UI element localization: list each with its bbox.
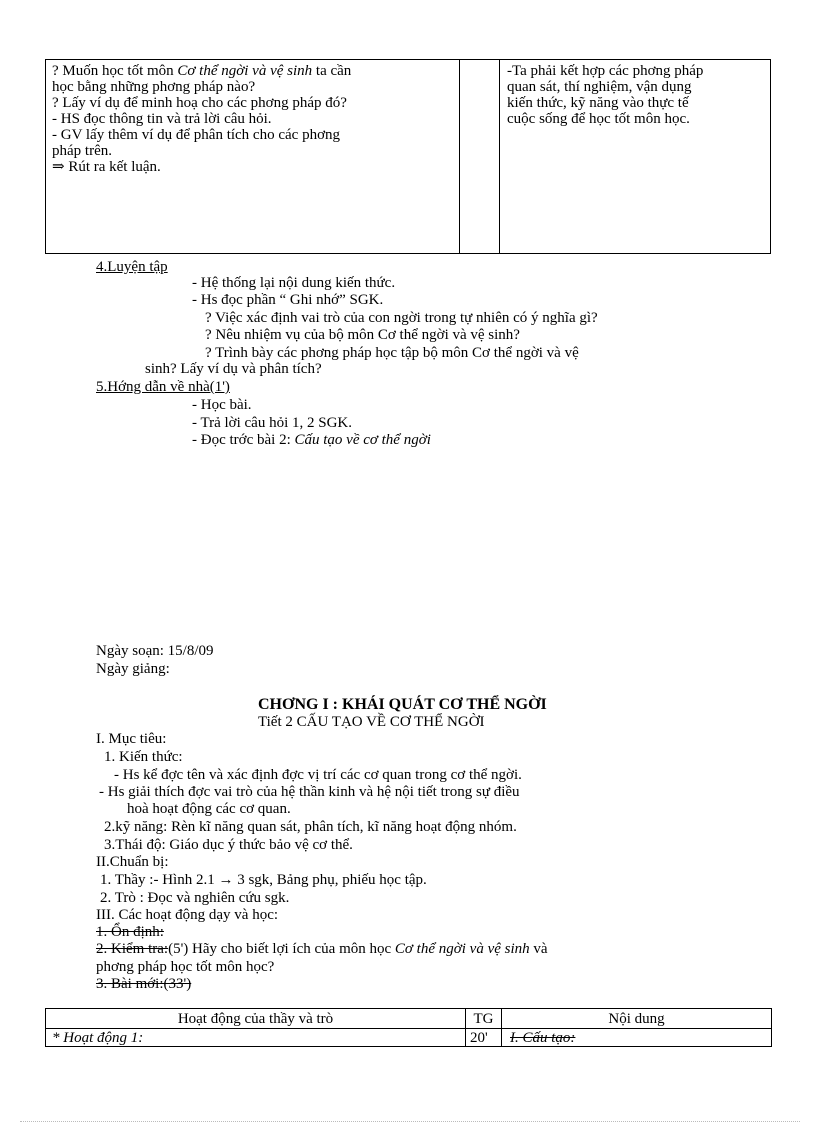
date-taught: Ngày giảng: — [96, 661, 170, 677]
row-content: I. Cấu tạo: — [510, 1030, 576, 1046]
top-table-right-text — [507, 63, 767, 127]
top-left-line-part: - HS đọc thông tin và trả lời câu hỏi. — [52, 111, 272, 127]
student-prep: 2. Trò : Đọc và nghiên cứu sgk. — [100, 890, 290, 906]
knowledge-item-1: - Hs kể đợc tên và xác định đợc vị trí các cơ quan trong cơ thể ngời. — [114, 767, 522, 783]
section4-item-5: ? Trình bày các phơng pháp học tập bộ môn Cơ thể ngời và vệ — [205, 345, 579, 361]
skills-line: 2.kỹ năng: Rèn kĩ năng quan sát, phân tích, kĩ năng hoạt động nhóm. — [104, 819, 517, 835]
section4-item-4: ? Nêu nhiệm vụ của bộ môn Cơ thể ngời và vệ sinh? — [205, 327, 520, 343]
top-left-line-part: pháp trên. — [52, 143, 112, 159]
section5-item-3-italic: Cấu tạo về cơ thể ngời — [294, 432, 431, 448]
check-text-b: và — [529, 941, 548, 957]
section4-item-1: - Hệ thống lại nội dung kiến thức. — [192, 275, 396, 291]
top-left-line-part: - GV lấy thêm ví dụ để phân tích cho các phơng — [52, 127, 340, 143]
top-right-line: quan sát, thí nghiệm, vận dụng — [507, 79, 692, 95]
bottom-table-row-2 — [465, 1028, 502, 1047]
lesson-title: Tiết 2 CẤU TẠO VỀ CƠ THỂ NGỜI — [258, 714, 485, 730]
attitude-line: 3.Thái độ: Giáo dục ý thức bảo vệ cơ thể. — [104, 837, 353, 853]
section5-item-3 — [192, 432, 431, 448]
bottom-table-row-3 — [501, 1028, 772, 1047]
objectives-heading: I. Mục tiêu: — [96, 731, 167, 747]
chapter-title: CHƠNG I : KHÁI QUÁT CƠ THỂ NGỜI — [258, 696, 547, 713]
section5-item-2: - Trả lời câu hỏi 1, 2 SGK. — [192, 415, 353, 431]
check-text-italic: Cơ thể ngời và vệ sinh — [394, 941, 530, 957]
section4-item-6: sinh? Lấy ví dụ và phân tích? — [145, 361, 322, 377]
top-table-left-text — [52, 63, 452, 175]
top-left-line-part: ? Lấy ví dụ để minh hoạ cho các phơng pháp đó? — [52, 95, 347, 111]
bottom-table-row-1 — [45, 1028, 466, 1047]
top-right-line: -Ta phải kết hợp các phơng pháp — [507, 63, 704, 79]
check-text-a: (5') Hãy cho biết lợi ích của môn học — [168, 941, 395, 957]
top-right-line: kiến thức, kỹ năng vào thực tế — [507, 95, 689, 111]
top-left-line — [52, 63, 452, 79]
section4-item-2: - Hs đọc phần “ Ghi nhớ” SGK. — [192, 292, 384, 308]
top-table-right-cell — [499, 59, 771, 254]
top-left-line-part: ⇒ Rút ra kết luận. — [52, 159, 161, 175]
section5-item-3-text: - Đọc trớc bài 2: — [192, 432, 295, 448]
header-content: Nội dung — [608, 1011, 665, 1027]
section5-item-1: - Học bài. — [192, 397, 252, 413]
section4-item-3: ? Việc xác định vai trò của con ngời trong tự nhiên có ý nghĩa gì? — [205, 310, 598, 326]
preparation-heading: II.Chuẩn bị: — [96, 854, 169, 870]
top-left-line — [52, 79, 452, 95]
bottom-table-header-3 — [501, 1008, 772, 1029]
knowledge-heading: 1. Kiến thức: — [104, 749, 183, 765]
row-time: 20' — [470, 1030, 488, 1046]
bottom-table-header-2 — [465, 1008, 502, 1029]
header-teacher-student: Hoạt động của thầy và trò — [177, 1011, 334, 1027]
header-time: TG — [473, 1011, 494, 1027]
top-left-line-part: học bằng những phơng pháp nào? — [52, 79, 256, 95]
top-left-line-part: Cơ thể ngời và vệ sinh — [177, 63, 313, 79]
knowledge-item-2: - Hs giải thích đợc vai trò của hệ thần kinh và hệ nội tiết trong sự điều — [99, 784, 520, 800]
top-table-left-cell — [45, 59, 460, 254]
check-label: 2. Kiểm tra: — [96, 941, 169, 957]
check-line — [96, 941, 548, 957]
top-left-line — [52, 143, 452, 159]
stabilize-line: 1. Ổn định: — [96, 924, 164, 940]
top-left-line — [52, 127, 452, 143]
top-left-line-part: ta cần — [312, 63, 352, 79]
top-left-line-part: ? Muốn học tốt môn — [52, 63, 178, 79]
knowledge-item-2-cont: hoà hoạt động các cơ quan. — [127, 801, 291, 817]
top-table-mid-cell — [459, 59, 500, 254]
top-left-line — [52, 95, 452, 111]
date-prepared: Ngày soạn: 15/8/09 — [96, 643, 214, 659]
check-line-2: phơng pháp học tốt môn học? — [96, 959, 275, 975]
bottom-table-header-1 — [45, 1008, 466, 1029]
activities-heading: III. Các hoạt động dạy và học: — [96, 907, 279, 923]
section4-heading: 4.Luyện tập — [96, 259, 168, 275]
row-activity: * Hoạt động 1: — [52, 1030, 144, 1046]
section5-heading: 5.Hớng dẫn về nhà(1') — [96, 379, 230, 395]
top-left-line — [52, 111, 452, 127]
new-lesson-line: 3. Bài mới:(33') — [96, 976, 192, 992]
top-left-line — [52, 159, 452, 175]
page-bottom-divider — [20, 1121, 800, 1122]
top-right-line: cuộc sống để học tốt môn học. — [507, 111, 690, 127]
teacher-prep: 1. Thầy :- Hình 2.1 → 3 sgk, Bảng phụ, phiếu học tập. — [100, 872, 427, 888]
